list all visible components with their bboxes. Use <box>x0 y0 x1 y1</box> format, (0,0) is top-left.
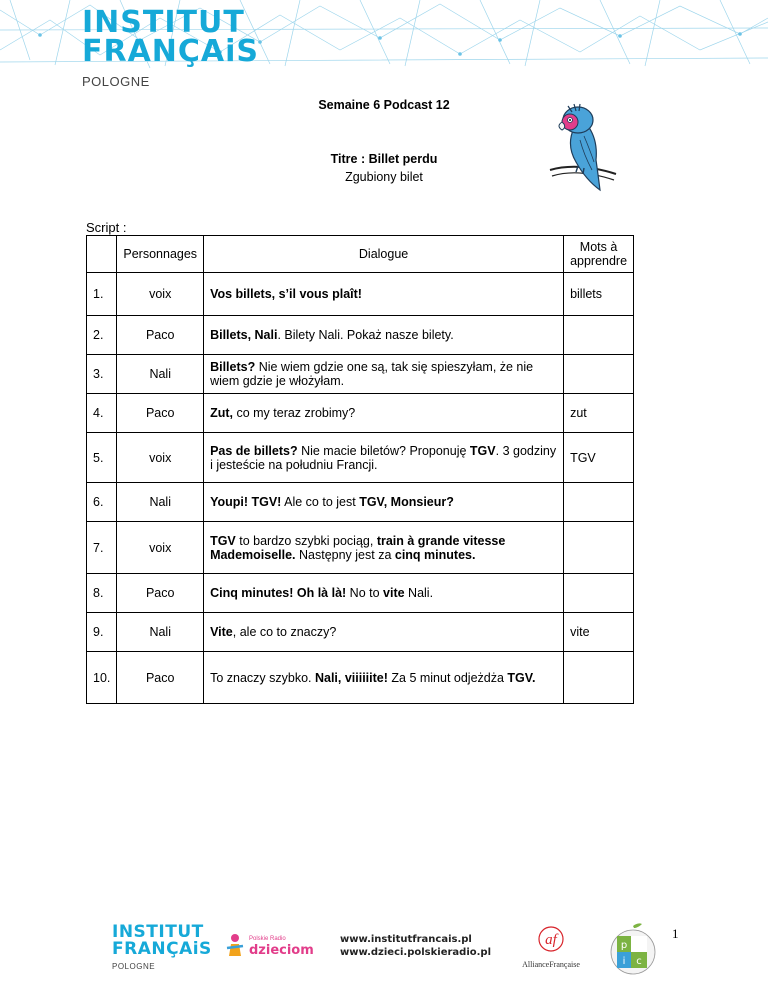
dialogue-segment: Vite <box>210 625 233 639</box>
header-number-cell <box>87 236 117 273</box>
logo-subtitle: POLOGNE <box>82 74 150 89</box>
dialogue-segment: co my teraz zrobimy? <box>232 406 356 420</box>
row-number: 9. <box>87 613 117 652</box>
row-dialogue <box>204 574 564 613</box>
parrot-illustration <box>548 100 618 192</box>
footer-institut-logo <box>112 924 212 971</box>
row-character: Nali <box>117 483 204 522</box>
dialogue-segment: . 3 godziny i jesteście na południu Francji. <box>210 443 557 472</box>
row-dialogue <box>204 483 564 522</box>
table-header-row <box>87 236 634 273</box>
dialogue-segment: Billets, Nali <box>210 328 278 342</box>
row-dialogue <box>204 613 564 652</box>
table-row <box>87 433 634 483</box>
dialogue-segment: Youpi! TGV! <box>210 495 282 509</box>
row-word-to-learn <box>564 316 634 355</box>
row-number: 10. <box>87 652 117 704</box>
row-character: Paco <box>117 394 204 433</box>
dialogue-segment: Ale co to jest <box>281 495 360 509</box>
row-number: 7. <box>87 522 117 574</box>
dialogue-segment: No to <box>346 586 384 600</box>
episode-label: Semaine 6 Podcast 12 <box>318 98 450 112</box>
alliance-mark-icon <box>531 925 571 953</box>
url-institut: www.institutfrancais.pl <box>340 934 472 945</box>
table-row <box>87 394 634 433</box>
row-character: Paco <box>117 316 204 355</box>
row-character: Paco <box>117 652 204 704</box>
pic-letter-i: i <box>622 956 626 967</box>
footer-logo-subtitle: POLOGNE <box>112 962 156 971</box>
header-words-to-learn: Mots à apprendre <box>564 236 634 273</box>
table-row <box>87 316 634 355</box>
table-row <box>87 652 634 704</box>
dialogue-segment: TGV <box>210 533 236 548</box>
row-dialogue <box>204 316 564 355</box>
row-number: 6. <box>87 483 117 522</box>
table-row <box>87 355 634 394</box>
dialogue-segment: Następny jest za <box>295 547 395 562</box>
dialogue-segment: . Bilety Nali. Pokaż nasze bilety. <box>277 328 454 342</box>
polskie-radio-big: dzieciom <box>249 943 314 958</box>
row-word-to-learn <box>564 483 634 522</box>
pic-logo <box>608 922 658 981</box>
row-number: 2. <box>87 316 117 355</box>
dialogue-segment: Billets? <box>210 360 256 374</box>
footer-logo-line-1: INSTITUT <box>112 922 204 942</box>
row-word-to-learn: billets <box>564 273 634 316</box>
footer-logo-line-2: FRANÇAiS <box>112 939 212 959</box>
table-row <box>87 613 634 652</box>
dialogue-segment: Pas de billets? <box>210 443 298 458</box>
title-french: Titre : Billet perdu <box>330 152 438 166</box>
dialogue-segment: Nali, viiiiiite! <box>314 670 388 685</box>
url-polskie-radio: www.dzieci.polskieradio.pl <box>340 947 492 958</box>
alliance-text: AllianceFrançaise <box>522 960 580 969</box>
row-word-to-learn <box>564 574 634 613</box>
dialogue-segment: to bardzo szybki pociąg, <box>235 533 377 548</box>
header-characters: Personnages <box>117 236 204 273</box>
alliance-mark: af <box>545 932 557 948</box>
page-number: 1 <box>672 926 679 941</box>
row-dialogue <box>204 652 564 704</box>
row-dialogue <box>204 522 564 574</box>
row-number: 3. <box>87 355 117 394</box>
row-character: Nali <box>117 355 204 394</box>
logo-line-2: FRANÇAiS <box>82 34 260 69</box>
polskie-radio-small: Polskie Radio <box>249 936 286 942</box>
row-word-to-learn: TGV <box>564 433 634 483</box>
row-character: Paco <box>117 574 204 613</box>
dialogue-segment: Za 5 minut odjeżdża <box>387 670 508 685</box>
row-character: voix <box>117 522 204 574</box>
row-character: Nali <box>117 613 204 652</box>
header-dialogue: Dialogue <box>204 236 564 273</box>
alliance-francaise-logo <box>506 925 596 969</box>
dialogue-segment: Cinq minutes! Oh là là! <box>210 586 347 600</box>
table-row <box>87 522 634 574</box>
dialogue-segment: TGV <box>469 443 496 458</box>
footer-urls <box>340 933 491 959</box>
table-row <box>87 483 634 522</box>
institut-francais-logo <box>82 5 260 89</box>
row-word-to-learn <box>564 355 634 394</box>
row-number: 8. <box>87 574 117 613</box>
pic-letter-p: p <box>620 940 628 951</box>
row-number: 1. <box>87 273 117 316</box>
row-word-to-learn: zut <box>564 394 634 433</box>
row-dialogue <box>204 433 564 483</box>
row-dialogue <box>204 355 564 394</box>
row-character: voix <box>117 433 204 483</box>
dialogue-segment: , ale co to znaczy? <box>232 625 337 639</box>
dialogue-segment: cinq minutes. <box>394 547 476 562</box>
row-character: voix <box>117 273 204 316</box>
dialogue-segment: Nali. <box>404 586 434 600</box>
script-table <box>86 235 634 704</box>
pic-letter-c: c <box>636 956 642 967</box>
dialogue-segment: TGV, Monsieur? <box>359 495 454 509</box>
polskie-radio-logo <box>225 930 325 965</box>
row-word-to-learn: vite <box>564 613 634 652</box>
row-number: 5. <box>87 433 117 483</box>
dialogue-segment: TGV. <box>507 670 536 685</box>
row-dialogue <box>204 394 564 433</box>
dialogue-segment: Nie wiem gdzie one są, tak się spieszyłam, że nie wiem gdzie je włożyłam. <box>210 360 534 388</box>
dialogue-segment: To znaczy szybko. <box>210 670 315 685</box>
script-label: Script : <box>86 220 127 235</box>
row-word-to-learn <box>564 522 634 574</box>
dialogue-segment: train à grande vitesse Mademoiselle. <box>210 533 506 562</box>
row-word-to-learn <box>564 652 634 704</box>
row-dialogue <box>204 273 564 316</box>
dialogue-segment: Vos billets, s’il vous plaît! <box>210 287 362 301</box>
table-row <box>87 273 634 316</box>
dialogue-segment: vite <box>383 586 405 600</box>
title-polish: Zgubiony bilet <box>345 170 423 184</box>
dialogue-segment: Nie macie biletów? Proponuję <box>297 443 470 458</box>
dialogue-segment: Zut, <box>210 406 233 420</box>
table-row <box>87 574 634 613</box>
logo-line-1: INSTITUT <box>82 5 245 40</box>
row-number: 4. <box>87 394 117 433</box>
